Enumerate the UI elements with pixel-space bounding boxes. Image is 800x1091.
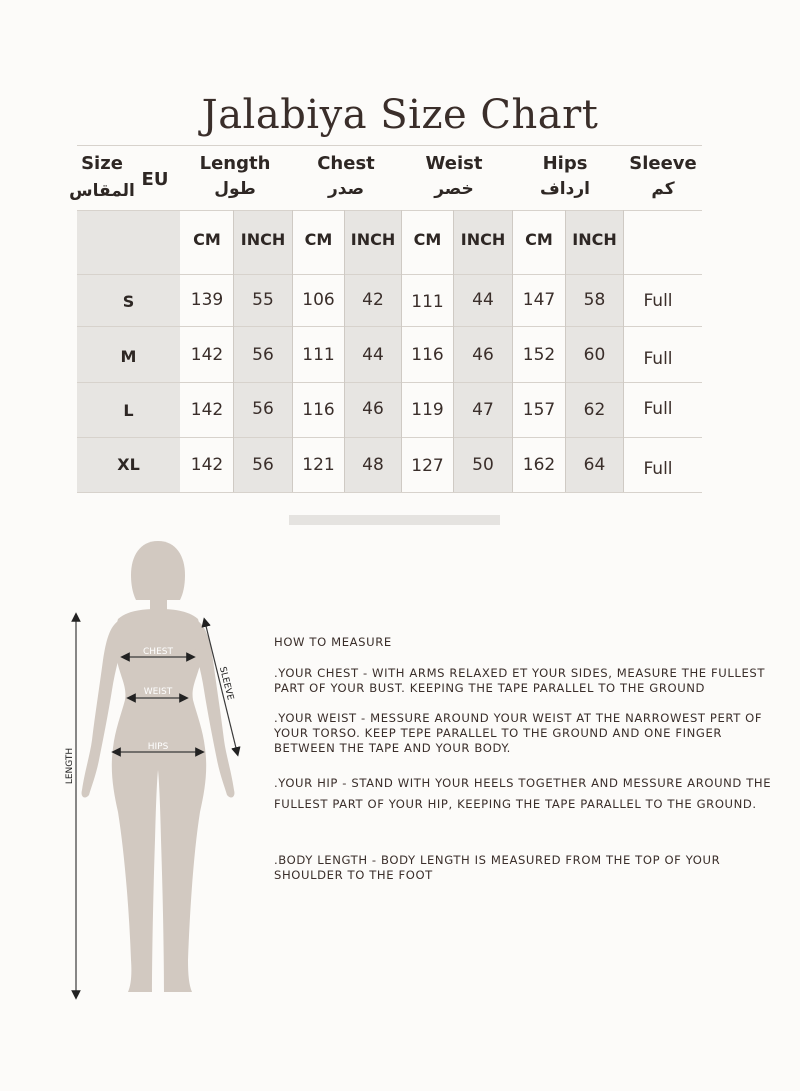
table-cell: 111 bbox=[411, 292, 444, 312]
table-cell: 56 bbox=[252, 345, 274, 365]
eu-header: EU bbox=[141, 169, 169, 190]
body-figure bbox=[0, 530, 270, 1010]
table-cell: 58 bbox=[583, 290, 606, 310]
table-cell: 50 bbox=[472, 455, 494, 475]
table-cell: 142 bbox=[190, 455, 224, 475]
weist-header-ar: خصر bbox=[434, 179, 474, 199]
table-rule bbox=[77, 274, 702, 275]
chest-inch-unit: INCH bbox=[350, 230, 396, 249]
hips-cm-unit: CM bbox=[525, 230, 553, 249]
table-divider bbox=[623, 210, 624, 492]
length-header: Length bbox=[199, 153, 271, 174]
length-label: LENGTH bbox=[65, 747, 75, 785]
sleeve-header-ar: كم bbox=[651, 179, 675, 199]
chest-header-ar: صدر bbox=[327, 179, 365, 199]
sleeve-cell: Full bbox=[643, 291, 673, 311]
weist-instruction: .YOUR WEIST - MESSURE AROUND YOUR WEIST AT THE NARROWEST PERT OF YOUR TORSO. KEEP TEPE PARALLEL TO THE GROUND AND ONE FINGER BETWEEN THE TAPE AND YOUR BODY. bbox=[274, 711, 763, 755]
table-cell: 116 bbox=[302, 400, 335, 420]
table-rule bbox=[77, 326, 702, 327]
hips-inch-unit: INCH bbox=[572, 230, 617, 249]
table-cell: 47 bbox=[472, 400, 494, 420]
chest-instruction: .YOUR CHEST - WITH ARMS RELAXED ET YOUR SIDES, MEASURE THE FULLEST PART OF YOUR BUST. KEEPING THE TAPE PARALLEL TO THE GROUND bbox=[274, 666, 766, 695]
length-inch-unit: INCH bbox=[240, 230, 286, 249]
table-cell: 42 bbox=[362, 290, 384, 310]
silhouette bbox=[82, 541, 235, 992]
sleeve-header: Sleeve bbox=[629, 153, 697, 174]
table-cell: 119 bbox=[411, 400, 444, 420]
weist-cm-unit: CM bbox=[413, 230, 442, 249]
table-rule bbox=[77, 382, 702, 383]
table-cell: 111 bbox=[302, 345, 335, 365]
table-cell: 157 bbox=[522, 400, 556, 420]
table-cell: 142 bbox=[190, 400, 224, 420]
table-cell: 121 bbox=[302, 455, 335, 475]
size-header: Size bbox=[81, 153, 123, 174]
table-rule bbox=[77, 145, 702, 146]
table-cell: 46 bbox=[472, 345, 494, 365]
table-cell: 62 bbox=[583, 400, 606, 420]
table-cell: 127 bbox=[411, 456, 444, 476]
sleeve-label: SLEEVE bbox=[216, 665, 235, 702]
size-xl: XL bbox=[117, 455, 140, 474]
sleeve-cell: Full bbox=[643, 399, 673, 419]
table-cell: 44 bbox=[472, 290, 494, 310]
length-header-ar: طول bbox=[214, 179, 256, 199]
size-l: L bbox=[123, 401, 134, 420]
table-cell: 56 bbox=[252, 399, 274, 419]
table-rule bbox=[77, 437, 702, 438]
hips-label: HIPS bbox=[147, 742, 169, 752]
table-cell: 44 bbox=[362, 345, 384, 365]
chest-label: CHEST bbox=[143, 647, 173, 657]
table-rule bbox=[77, 492, 702, 493]
weist-header: Weist bbox=[425, 153, 483, 174]
size-s: S bbox=[122, 292, 135, 311]
sleeve-cell: Full bbox=[643, 459, 673, 479]
table-cell: 152 bbox=[522, 345, 556, 365]
hip-instruction: .YOUR HIP - STAND WITH YOUR HEELS TOGETHER AND MESSURE AROUND THE FULLEST PART OF YOUR HIP, KEEPING THE TAPE PARALLEL TO THE GROUND. bbox=[274, 776, 772, 811]
chest-header: Chest bbox=[317, 153, 375, 174]
how-to-heading: HOW TO MEASURE bbox=[274, 635, 392, 649]
table-cell: 48 bbox=[362, 455, 384, 475]
table-cell: 60 bbox=[583, 345, 606, 365]
table-cell: 46 bbox=[362, 399, 384, 419]
table-cell: 142 bbox=[190, 345, 224, 365]
table-cell: 147 bbox=[522, 290, 556, 310]
table-cell: 64 bbox=[583, 455, 606, 475]
weist-inch-unit: INCH bbox=[460, 230, 506, 249]
length-cm-unit: CM bbox=[193, 230, 221, 249]
table-cell: 106 bbox=[302, 290, 335, 310]
table-cell: 55 bbox=[252, 290, 274, 310]
table-cell: 116 bbox=[411, 345, 444, 365]
section-divider bbox=[289, 515, 500, 525]
sleeve-cell: Full bbox=[643, 349, 673, 369]
weist-label: WEIST bbox=[143, 687, 173, 697]
table-cell: 162 bbox=[522, 455, 556, 475]
page-title: Jalabiya Size Chart bbox=[201, 92, 599, 138]
hips-header-ar: ارداف bbox=[540, 179, 590, 199]
chest-cm-unit: CM bbox=[304, 230, 333, 249]
table-cell: 139 bbox=[190, 290, 224, 310]
table-rule bbox=[77, 210, 702, 211]
length-instruction: .BODY LENGTH - BODY LENGTH IS MEASURED FROM THE TOP OF YOUR SHOULDER TO THE FOOT bbox=[274, 853, 721, 882]
table-cell: 56 bbox=[252, 455, 274, 475]
size-header-ar: المقاس bbox=[69, 181, 135, 201]
size-m: M bbox=[120, 347, 137, 366]
hips-header: Hips bbox=[542, 153, 588, 174]
